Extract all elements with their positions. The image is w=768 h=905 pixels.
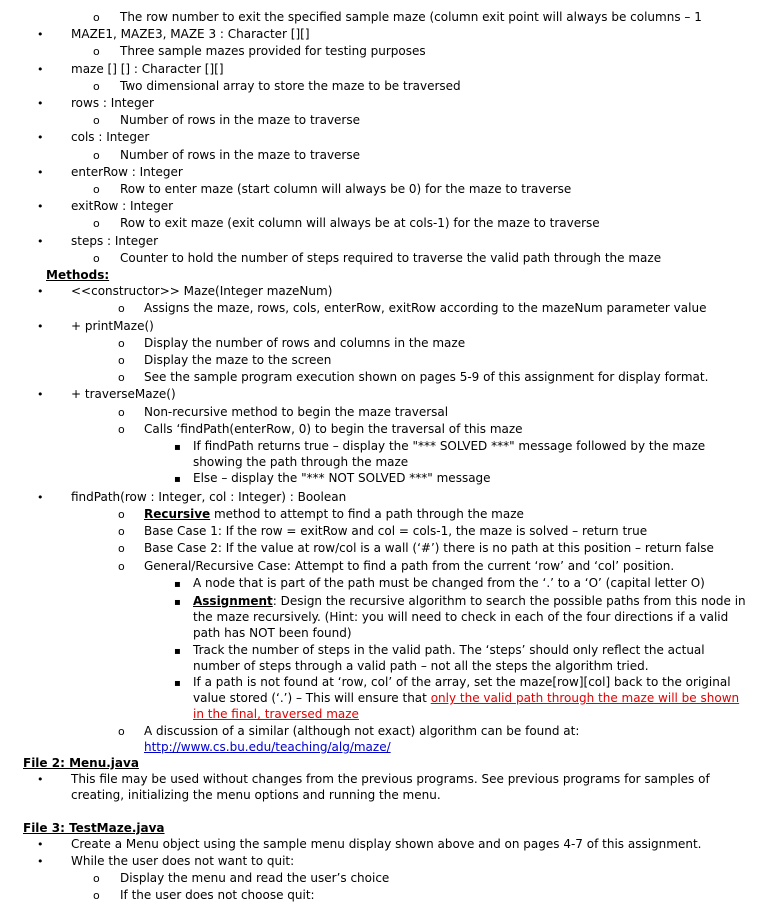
list-item [0,95,768,112]
circle-bullet [118,369,144,386]
item-text: Base Case 2: If the value at row/col is a wall (‘#’) there is no path at this position – return false [144,541,714,556]
circle-bullet [93,78,120,95]
list-item [0,421,768,438]
list-item [0,642,768,674]
list-item [0,300,768,317]
item-text: findPath(row : Integer, col : Integer) : Boolean [71,489,347,504]
item-text [144,723,768,755]
item-text: If findPath returns true – display the "*** SOLVED ***" message followed by the maze showing the path through the maze [193,439,706,470]
list-item [0,853,768,870]
highlighted-note: only the valid path through the maze will be shown in the final, traversed maze [193,691,740,722]
circle-bullet [93,215,120,232]
item-text: General/Recursive Case: Attempt to find a path from the current ‘row’ and ‘col’ position. [144,558,675,573]
list-item [0,404,768,421]
list-item [0,558,768,575]
bullet [37,489,71,506]
square-bullet [174,642,193,660]
item-text: + printMaze() [71,318,154,333]
circle-bullet [118,300,144,317]
list-item [0,9,768,26]
item-text: steps : Integer [71,233,159,248]
item-text [144,506,768,522]
list-item [0,575,768,593]
list-item [0,870,768,887]
item-text-start: If a path is not found at ‘row, col’ of the array, set the maze[row][col] back to the original value stored (‘.’) – This will ensure that [193,674,731,706]
item-text: cols : Integer [71,130,150,145]
item-text: Create a Menu object using the sample menu display shown above and on pages 4-7 of this assignment. [71,836,702,851]
list-item [0,129,768,146]
item-text: See the sample program execution shown on pages 5-9 of this assignment for display format. [144,370,709,385]
recursive-emphasis: Recursive [144,506,211,521]
assignment-emphasis: Assignment [193,593,273,608]
item-text: Assigns the maze, rows, cols, enterRow, exitRow according to the mazeNum parameter value [144,301,707,316]
item-text: Row to exit maze (exit column will always be at cols-1) for the maze to traverse [120,216,600,231]
circle-bullet [93,112,120,129]
circle-bullet [93,43,120,60]
square-bullet [174,674,193,692]
circle-bullet [93,870,120,887]
item-text: Base Case 1: If the row = exitRow and col = cols-1, the maze is solved – return true [144,524,648,539]
bullet [37,836,71,853]
spacer [0,804,768,820]
bullet [37,129,71,146]
item-text: The row number to exit the specified sample maze (column exit point will always be columns – 1 [120,10,702,24]
square-bullet [174,438,193,456]
list-item [0,318,768,335]
circle-bullet [93,9,120,26]
list-item [0,506,768,523]
circle-bullet [93,147,120,164]
bullet [37,95,71,112]
list-item [0,250,768,267]
bullet [37,386,71,403]
list-item [0,386,768,403]
item-text: exitRow : Integer [71,199,174,214]
document-page [0,9,768,905]
item-text: + traverseMaze() [71,387,176,402]
circle-bullet [118,404,144,421]
circle-bullet [118,421,144,438]
circle-bullet [118,723,144,740]
list-item [0,489,768,506]
item-text: Number of rows in the maze to traverse [120,113,360,128]
list-item [0,723,768,755]
item-text: Row to enter maze (start column will always be 0) for the maze to traverse [120,182,572,197]
list-item [0,438,768,470]
file2-heading-row [0,755,768,771]
methods-heading: Methods: [46,268,110,283]
item-text: Calls ‘findPath(enterRow, 0) to begin the traversal of this maze [144,421,523,436]
circle-bullet [118,352,144,369]
item-text: While the user does not want to quit: [71,853,295,868]
item-text: Counter to hold the number of steps required to traverse the valid path through the maze [120,250,662,265]
bullet [37,198,71,215]
circle-bullet [93,887,120,904]
item-text-rest: : Design the recursive algorithm to search the possible paths from this node in the maze recursively. (Hint: you will need to check in each of the four directions if a valid path has NOT been found) [193,593,746,641]
list-item [0,836,768,853]
item-text: Display the number of rows and columns in the maze [144,335,466,350]
file3-heading-row [0,820,768,836]
list-item [0,147,768,164]
list-item [0,233,768,250]
list-item [0,61,768,78]
item-text: enterRow : Integer [71,164,183,179]
item-text: <<constructor>> Maze(Integer mazeNum) [71,284,333,299]
list-item [0,470,768,488]
list-item [0,283,768,300]
item-text: Three sample mazes provided for testing purposes [120,44,426,59]
circle-bullet [93,250,120,267]
item-text: A node that is part of the path must be changed from the ‘.’ to a ‘O’ (capital letter O) [193,575,705,590]
list-item [0,181,768,198]
bullet [37,853,71,870]
list-item [0,771,768,803]
item-text: maze [] [] : Character [][] [71,61,224,76]
item-text: Else – display the "*** NOT SOLVED ***" message [193,471,491,486]
list-item [0,78,768,95]
methods-heading-row [0,267,768,283]
bullet [37,771,71,788]
list-item [0,352,768,369]
item-text: MAZE1, MAZE3, MAZE 3 : Character [][] [71,27,310,42]
circle-bullet [118,558,144,575]
item-text: Number of rows in the maze to traverse [120,147,360,162]
item-text [193,593,748,642]
list-item [0,198,768,215]
item-text: Display the maze to the screen [144,353,332,368]
list-item [0,43,768,60]
square-bullet [174,470,193,488]
item-text-start: A discussion of a similar (although not exact) algorithm can be found at: [144,723,580,738]
item-text [193,674,748,723]
list-item [0,164,768,181]
square-bullet [174,593,193,611]
list-item [0,369,768,386]
item-text: Track the number of steps in the valid path. The ‘steps’ should only reflect the actual number of steps through a valid path – not all the steps the algorithm tried. [193,642,705,673]
circle-bullet [118,506,144,523]
list-item [0,540,768,557]
item-text: rows : Integer [71,96,154,111]
list-item [0,887,768,904]
bullet [37,233,71,250]
bullet [37,26,71,43]
bullet [37,283,71,300]
item-text: Two dimensional array to store the maze to be traversed [120,78,461,93]
list-item [0,523,768,540]
item-text: This file may be used without changes from the previous programs. See previous programs for samples of creating, initializing the menu options and running the menu. [71,772,710,803]
maze-algorithm-link[interactable]: http://www.cs.bu.edu/teaching/alg/maze/ [144,739,391,754]
circle-bullet [93,181,120,198]
list-item [0,674,768,723]
list-item [0,335,768,352]
square-bullet [174,575,193,593]
item-text: If the user does not choose quit: [120,888,315,903]
bullet [37,61,71,78]
list-item [0,26,768,43]
bullet [37,318,71,335]
item-text-rest: method to attempt to find a path through the maze [210,506,524,521]
item-text: Display the menu and read the user’s choice [120,871,390,886]
list-item [0,112,768,129]
file3-heading: File 3: TestMaze.java [23,820,165,835]
file2-heading: File 2: Menu.java [23,755,139,770]
circle-bullet [118,540,144,557]
circle-bullet [118,335,144,352]
circle-bullet [118,523,144,540]
bullet [37,164,71,181]
list-item [0,215,768,232]
item-text: Non-recursive method to begin the maze traversal [144,404,449,419]
list-item [0,593,768,642]
